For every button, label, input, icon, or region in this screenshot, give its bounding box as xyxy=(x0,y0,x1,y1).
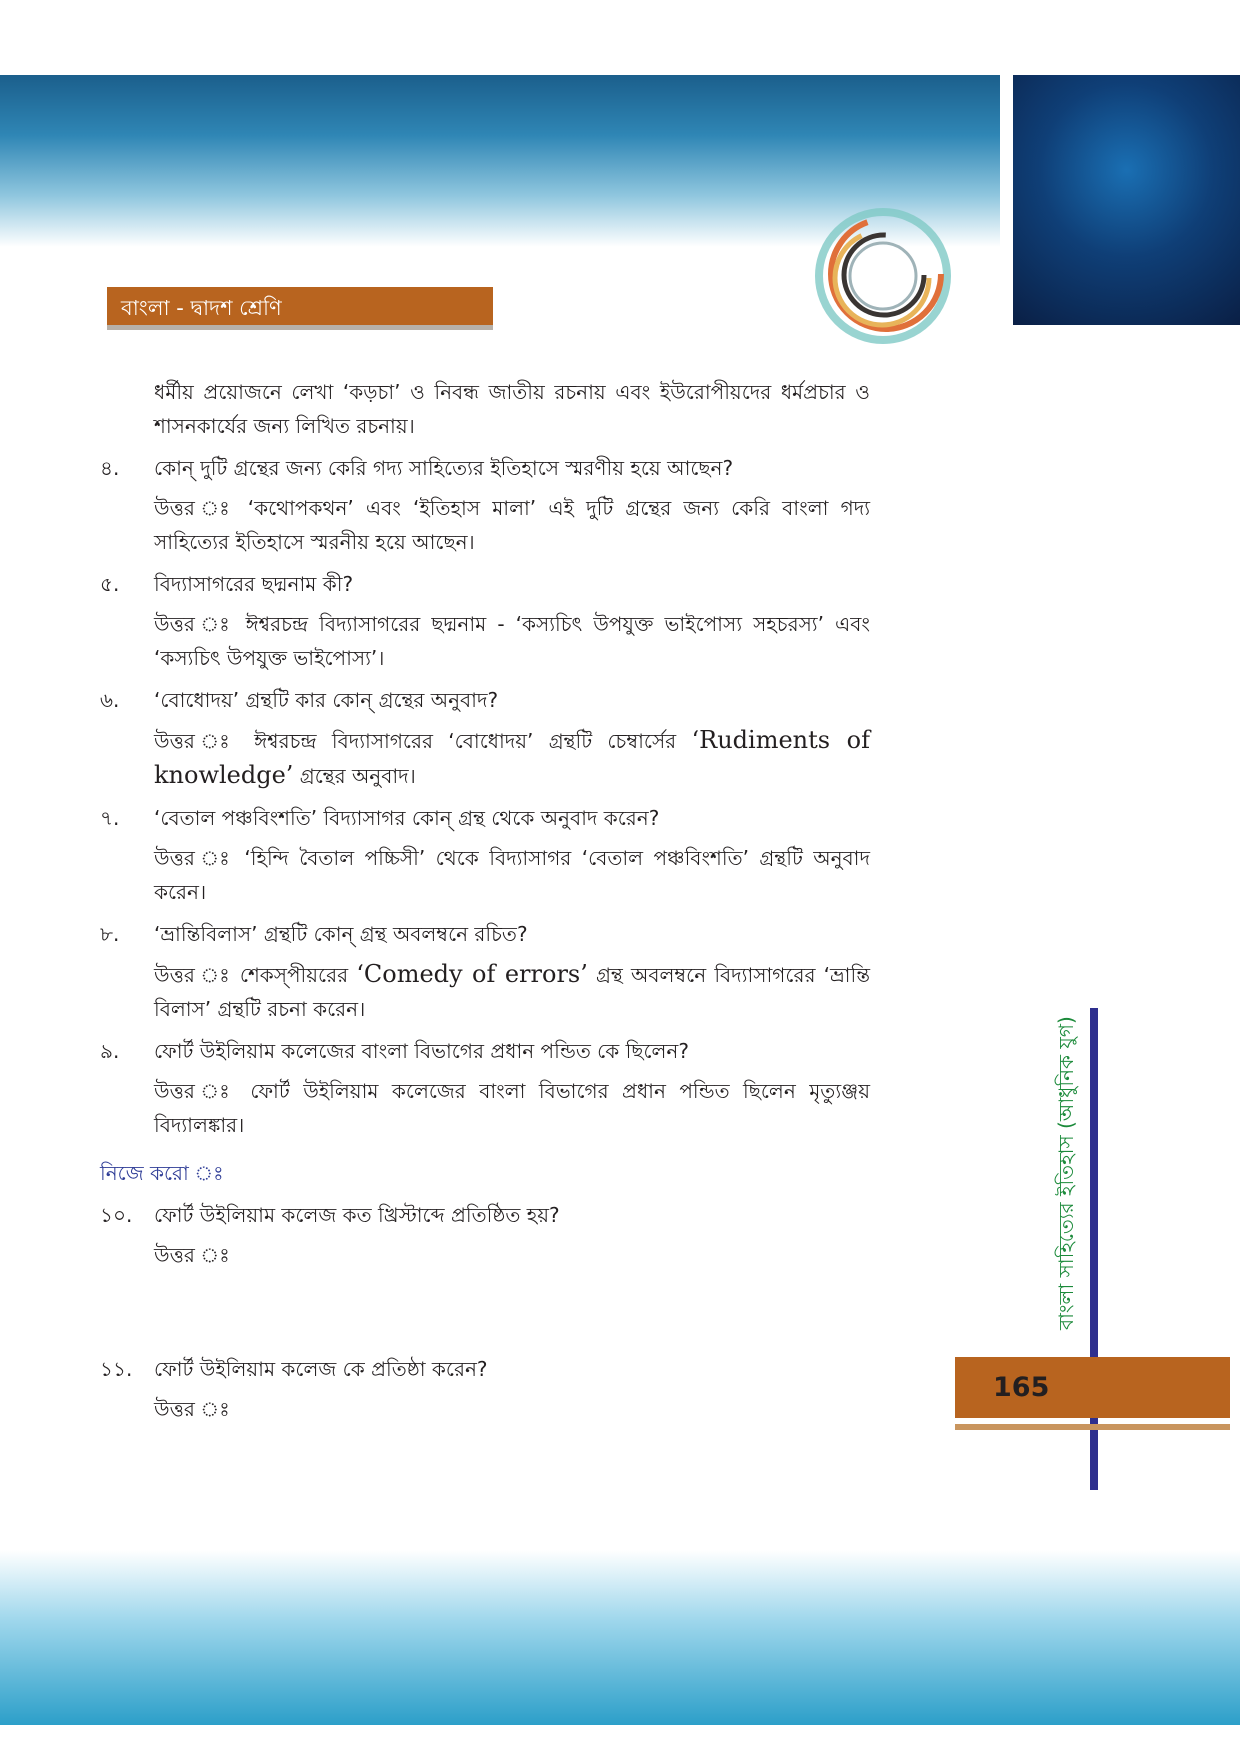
answer-4: উত্তর ঃ ‘কথোপকথন’ এবং ‘ইতিহাস মালা’ এই দুটি গ্রন্থের জন্য কেরি বাংলা গদ্য সাহিত্যের ইতিহাসে স্মরনীয় হয়ে আছেন। xyxy=(154,496,870,554)
answer-5: উত্তর ঃ ঈশ্বরচন্দ্র বিদ্যাসাগরের ছদ্মনাম - ‘কস্যচিৎ উপযুক্ত ভাইপোস্য সহচরস্য’ এবং ‘কস্যচিৎ উপযুক্ত ভাইপোস্য’। xyxy=(154,612,870,670)
question-8 xyxy=(100,917,870,951)
answer-6 xyxy=(154,723,870,793)
question-11 xyxy=(100,1352,870,1386)
self-practice-heading: নিজে করো ঃ xyxy=(100,1161,224,1185)
question-4 xyxy=(100,451,870,485)
answer-text: গ্রন্থের অনুবাদ। xyxy=(293,764,416,788)
answer-10-label: উত্তর ঃ xyxy=(154,1243,230,1267)
corner-decorative-block xyxy=(1013,75,1240,325)
header-title: বাংলা - দ্বাদশ শ্রেণি xyxy=(107,287,493,330)
answer-english-title: ‘Rudiments of knowledge’ xyxy=(154,726,870,789)
question-number: ১০. xyxy=(100,1203,133,1227)
question-number: ৯. xyxy=(100,1039,120,1063)
answer-text: উত্তর ঃ শেকস্‌পীয়রের xyxy=(154,963,357,987)
answer-11-label: উত্তর ঃ xyxy=(154,1397,230,1421)
question-6 xyxy=(100,683,870,717)
page-content xyxy=(100,375,870,1426)
question-10 xyxy=(100,1198,870,1232)
question-text: ফোর্ট উইলিয়াম কলেজ কে প্রতিষ্ঠা করেন? xyxy=(154,1357,488,1381)
question-text: ‘বেতাল পঞ্চবিংশতি’ বিদ্যাসাগর কোন্ গ্রন্থ থেকে অনুবাদ করেন? xyxy=(154,806,660,830)
page-number-rule xyxy=(955,1424,1230,1430)
answer-text: উত্তর ঃ ঈশ্বরচন্দ্র বিদ্যাসাগরের ‘বোধোদয়’ গ্রন্থটি চেম্বার্সের xyxy=(154,729,692,753)
intro-answer: ধর্মীয় প্রয়োজনে লেখা ‘কড়চা’ ও নিবন্ধ জাতীয় রচনায় এবং ইউরোপীয়দের ধর্মপ্রচার ও শাসনকার্যের জন্য লিখিত রচনায়। xyxy=(154,380,870,438)
bottom-decorative-band xyxy=(0,1550,1240,1725)
question-9 xyxy=(100,1034,870,1068)
answer-7: উত্তর ঃ ‘হিন্দি বৈতাল পচ্চিসী’ থেকে বিদ্যাসাগর ‘বেতাল পঞ্চবিংশতি’ গ্রন্থটি অনুবাদ করেন। xyxy=(154,846,870,904)
answer-text: গ্রন্থ অবলম্বনে বিদ্যাসাগরের ‘ভ্রান্তি বিলাস’ গ্রন্থটি রচনা করেন। xyxy=(154,963,870,1021)
answer-english-title: ‘Comedy of errors’ xyxy=(356,960,588,988)
answer-8 xyxy=(154,957,870,1026)
question-text: কোন্ দুটি গ্রন্থের জন্য কেরি গদ্য সাহিত্যের ইতিহাসে স্মরণীয় হয়ে আছেন? xyxy=(154,456,734,480)
answer-9: উত্তর ঃ ফোর্ট উইলিয়াম কলেজের বাংলা বিভাগের প্রধান পন্ডিত ছিলেন মৃত্যুঞ্জয় বিদ্যালঙ্কার। xyxy=(154,1079,870,1137)
question-text: ফোর্ট উইলিয়াম কলেজ কত খ্রিস্টাব্দে প্রতিষ্ঠিত হয়? xyxy=(154,1203,560,1227)
question-number: ১১. xyxy=(100,1357,133,1381)
question-number: ৬. xyxy=(100,688,120,712)
question-7 xyxy=(100,801,870,835)
answer-blank-space xyxy=(100,1272,870,1344)
question-text: ‘বোধোদয়’ গ্রন্থটি কার কোন্ গ্রন্থের অনুবাদ? xyxy=(154,688,499,712)
question-number: ৭. xyxy=(100,806,120,830)
page-number: 165 xyxy=(955,1357,1230,1418)
question-5 xyxy=(100,567,870,601)
question-number: ৫. xyxy=(100,572,120,596)
side-chapter-title: বাংলা সাহিত্যের ইতিহাস (আধুনিক যুগ) xyxy=(1054,1016,1078,1330)
question-text: ‘ভ্রান্তিবিলাস’ গ্রন্থটি কোন্ গ্রন্থ অবলম্বনে রচিত? xyxy=(154,922,528,946)
question-text: ফোর্ট উইলিয়াম কলেজের বাংলা বিভাগের প্রধান পন্ডিত কে ছিলেন? xyxy=(154,1039,689,1063)
question-text: বিদ্যাসাগরের ছদ্মনাম কী? xyxy=(154,572,354,596)
rings-logo-icon xyxy=(812,205,954,347)
question-number: ৮. xyxy=(100,922,120,946)
question-number: ৪. xyxy=(100,456,120,480)
